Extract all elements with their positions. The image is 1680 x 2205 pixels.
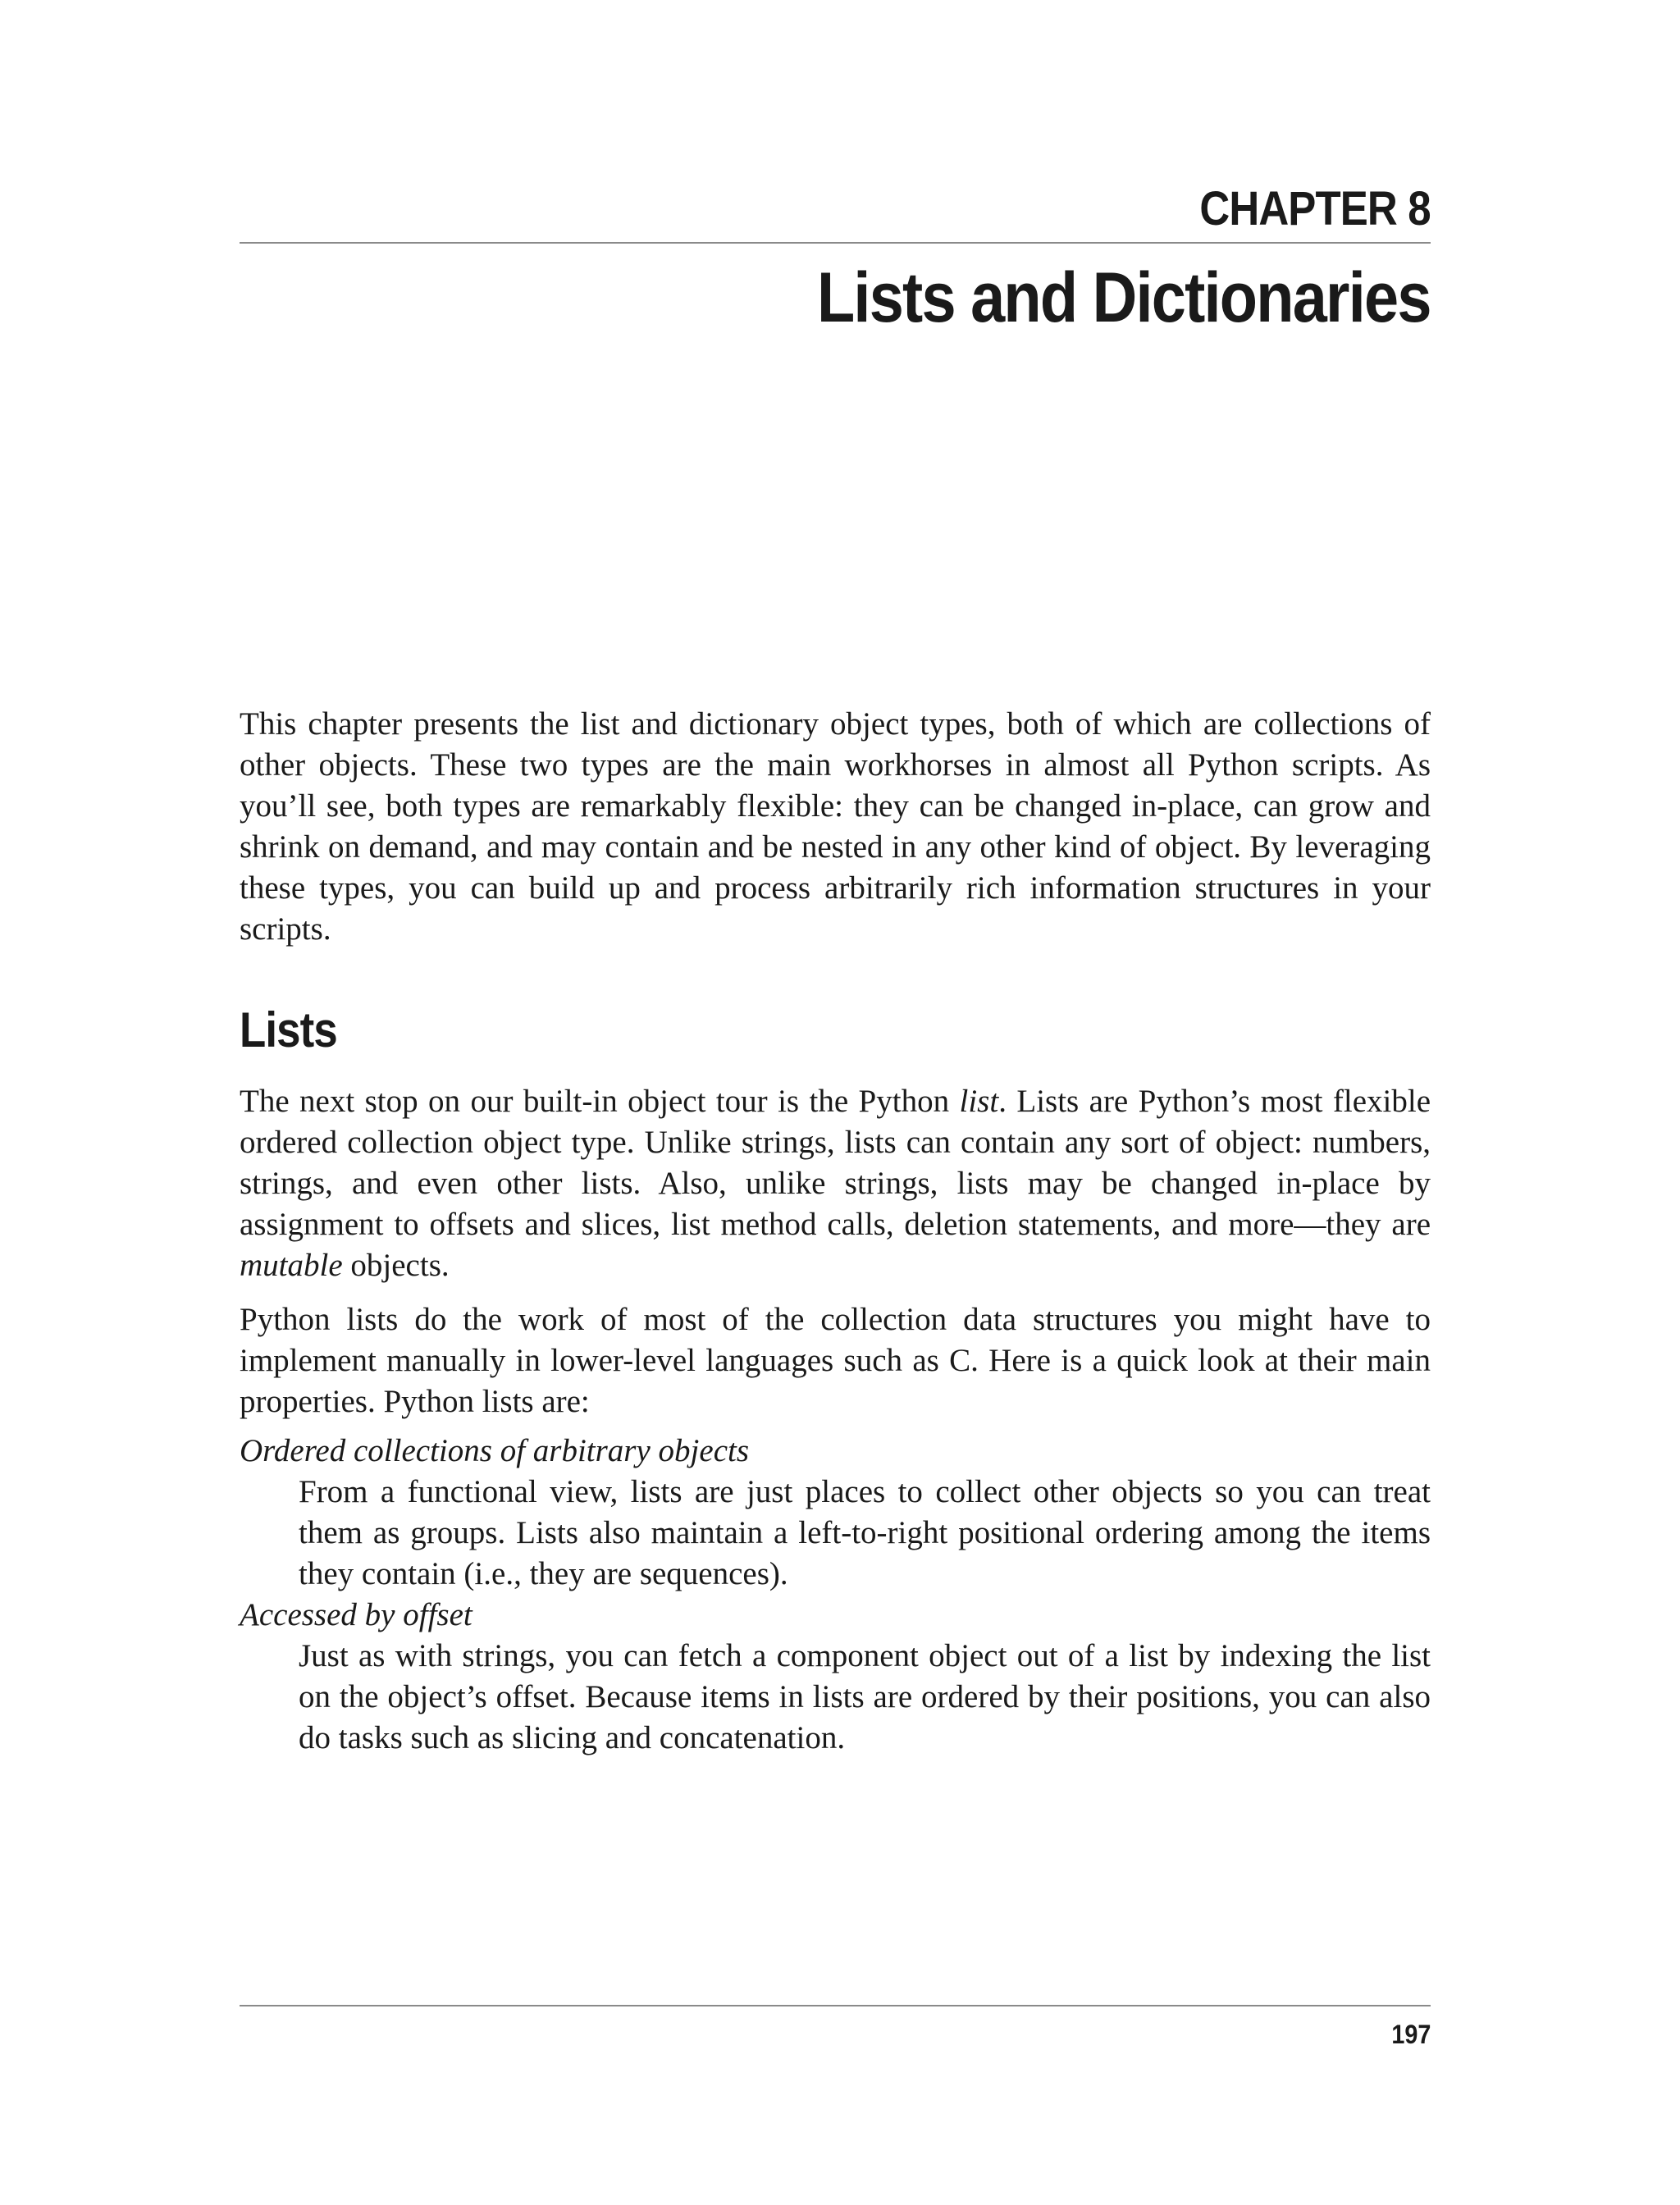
- lists-paragraph-1: [240, 1081, 1431, 1286]
- intro-paragraph: This chapter presents the list and dictionary object types, both of which are collections of other objects. These two types are the main workhorses in almost all Python scripts. As you’ll see, both types are remarkably flexible: they can be changed in-place, can grow and shrink on demand, and may contain and be nested in any other kind of object. By leveraging these types, you can build up and process arbitrarily rich information structures in your scripts.: [240, 706, 1431, 947]
- property-description: [299, 1472, 1431, 1595]
- chapter-label: CHAPTER 8: [1199, 182, 1431, 235]
- lists-p1-text-after: objects.: [342, 1248, 450, 1283]
- lists-section-body: [240, 1081, 1431, 1759]
- footer-rule: [240, 2005, 1431, 2006]
- chapter-title: Lists and Dictionaries: [817, 258, 1431, 337]
- lists-p1-text-before: The next stop on our built-in object tour is the Python: [240, 1084, 960, 1119]
- lists-p1-em-mutable: mutable: [240, 1248, 343, 1283]
- book-page: [240, 0, 1431, 2205]
- lists-p1-em-list: list: [959, 1084, 999, 1119]
- section-heading-lists: Lists: [240, 1002, 337, 1057]
- property-term: Accessed by offset: [240, 1597, 472, 1632]
- list-properties: [240, 1431, 1431, 1759]
- property-description-text: Just as with strings, you can fetch a component object out of a list by indexing the list on the object’s offset. Because items in lists are ordered by their positions, you can also do tasks such as slicing and concatenation.: [299, 1638, 1431, 1755]
- page-number: 197: [1390, 2020, 1431, 2049]
- property-description-text: From a functional view, lists are just places to collect other objects so you can treat them as groups. Lists also maintain a left-to-right positional ordering among the items they contain (i.e., they are sequences).: [299, 1474, 1431, 1591]
- lists-p1-text-middle: . Lists are Python’s most flexible ordered collection object type. Unlike strings, lists can contain any sort of object: numbers, strings, and even other lists. Also, unlike strings, lists may be changed in-place by assignment to offsets and slices, list method calls, deletion statements, and more—they are: [240, 1084, 1431, 1242]
- intro-section: [240, 704, 1431, 950]
- property-description: [299, 1636, 1431, 1759]
- property-term: Ordered collections of arbitrary objects: [240, 1433, 750, 1468]
- chapter-rule: [240, 242, 1431, 244]
- lists-paragraph-2: Python lists do the work of most of the collection data structures you might have to implement manually in lower-level languages such as C. Here is a quick look at their main properties. Python lists are:: [240, 1302, 1431, 1419]
